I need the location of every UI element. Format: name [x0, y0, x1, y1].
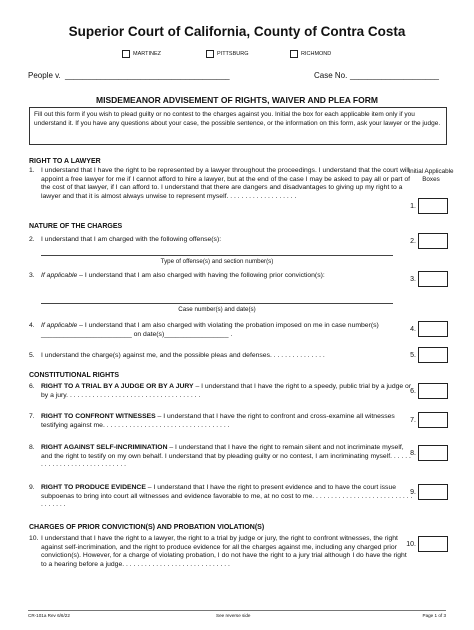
item-8-number: 8. [29, 444, 35, 451]
prior-conviction-line[interactable] [41, 303, 393, 304]
initial-box-2[interactable] [418, 233, 448, 249]
item-1 [29, 167, 413, 211]
item-2-number: 2. [29, 236, 35, 243]
court-title: Superior Court of California, County of Contra Costa [68, 24, 406, 39]
item-4-lead: If applicable [41, 322, 78, 329]
box-2-label: 2. [410, 238, 416, 245]
location-option-martinez[interactable] [122, 50, 161, 58]
case-number-field[interactable]: ____________________ [350, 71, 439, 80]
offense-line[interactable] [41, 255, 393, 256]
location-option-pittsburg[interactable] [206, 50, 248, 58]
pittsburg-checkbox[interactable] [206, 50, 214, 58]
box-8-label: 8. [410, 450, 416, 457]
item-9-lead: RIGHT TO PRODUCE EVIDENCE [41, 484, 146, 491]
item-9-body: – I understand that I have the right to present evidence and to have the court issue subpoenas to bring into court all witnesses and evidence favorable to me, at no cost to me. . . . . . . . . . . . . . . . . . . . . . . . . . . . . . . . . . [41, 484, 413, 509]
item-5-text: I understand the charge(s) against me, and the possible pleas and defenses. . . . . . . . . . . . . . . [41, 352, 325, 359]
item-4 [29, 322, 413, 342]
martinez-label: MARTINEZ [133, 51, 162, 57]
case-number-label: Case No. [314, 71, 348, 80]
box-3-label: 3. [410, 276, 416, 283]
item-10-number: 10. [29, 535, 39, 542]
item-8 [29, 444, 413, 474]
item-6-body: – I understand that I have the right to a speedy, public trial by a judge or by a jury. . . . . . . . . . . . . . . . . . . . . . . . . . . . . . . . . . . . [41, 383, 412, 399]
item-7-lead: RIGHT TO CONFRONT WITNESSES [41, 413, 156, 420]
item-9-number: 9. [29, 484, 35, 491]
item-6-number: 6. [29, 383, 35, 390]
page-number: Page 1 of 3 [422, 613, 446, 618]
item-1-text: I understand that I have the right to be represented by a lawyer throughout the proceedings. I understand that the court will appoint a free lawyer for me if I cannot afford to hire a lawyer, but at the end of the case I may be asked to pay all or part of the cost of that lawyer, if I can afford to. I understand that there are dangers and disadvantages to giving up my right to a lawyer and that it is almost always unwise to represent myself. . . . . . . . . . . . . . . . . . . [41, 167, 411, 200]
box-4-label: 4. [410, 326, 416, 333]
offense-caption: Type of offense(s) and section number(s) [160, 258, 274, 265]
item-7-text [41, 413, 413, 430]
initial-box-8[interactable] [418, 445, 448, 461]
form-heading: MISDEMEANOR ADVISEMENT OF RIGHTS, WAIVER AND PLEA FORM [96, 95, 378, 105]
item-6 [29, 383, 413, 403]
initial-box-1[interactable] [418, 198, 448, 214]
initial-box-4[interactable] [418, 321, 448, 337]
section-nature-of-charges: NATURE OF THE CHARGES [29, 223, 123, 230]
people-name-field[interactable]: _____________________________________ [65, 71, 230, 80]
people-label: People v. [28, 71, 61, 80]
initial-box-3[interactable] [418, 271, 448, 287]
location-options [0, 50, 474, 64]
item-1-number: 1. [29, 167, 35, 174]
section-constitutional-rights: CONSTITUTIONAL RIGHTS [29, 372, 120, 379]
form-id: CR-101a Rev 6/6/22 [28, 613, 70, 618]
item-8-lead: RIGHT AGAINST SELF-INCRIMINATION [41, 444, 168, 451]
box-10-label: 10. [406, 541, 416, 548]
initial-box-9[interactable] [418, 484, 448, 500]
item-2-text: I understand that I am charged with the following offense(s): [41, 236, 222, 243]
pittsburg-label: PITTSBURG [217, 51, 249, 57]
item-3-body: – I understand that I am also charged with having the following prior conviction(s): [77, 272, 325, 279]
item-4-body: – I understand that I am also charged with violating the probation imposed on me in case number(s) ________________________ on date(s)_________________ . [41, 322, 379, 338]
item-4-number: 4. [29, 322, 35, 329]
item-7-number: 7. [29, 413, 35, 420]
richmond-checkbox[interactable] [290, 50, 298, 58]
richmond-label: RICHMOND [301, 51, 332, 57]
item-7-body: – I understand that I have the right to confront and cross-examine all witnesses testifying against me. . . . . . . . . . . . . . . . . . . . . . . . . . . . . . . . . . [41, 413, 395, 429]
initial-box-10[interactable] [418, 536, 448, 552]
section-right-to-lawyer: RIGHT TO A LAWYER [29, 158, 101, 165]
item-10-text: I understand that I have the right to a lawyer, the right to a trial by judge or jury, the right to confront witnesses, the right against self-incrimination, and the right to produce evidence for all the charges against me, including any charged prior conviction(s). However, for a charge of violating probation, I do not have the right to a jury trial although I do have the right to a hearing before a judge. . . . . . . . . . . . . . . . . . . . . . . . . . . . . [41, 535, 407, 568]
item-10 [29, 535, 413, 591]
section-prior-convictions: CHARGES OF PRIOR CONVICTION(S) AND PROBATION VIOLATION(S) [29, 524, 265, 531]
item-5-number: 5. [29, 352, 35, 359]
box-1-label: 1. [410, 203, 416, 210]
item-6-text [41, 383, 413, 400]
item-8-body: – I understand that I have the right to remain silent and not incriminate myself, and the right to testify on my own behalf. I understand that by pleading guilty or no contest, I am incriminating myself. . . . . . . . . . . . . . . . . . . . . . . . . . . . . [41, 444, 411, 469]
item-4-text [41, 322, 413, 339]
item-2 [29, 236, 413, 246]
footer-rule [28, 610, 446, 611]
item-3-number: 3. [29, 272, 35, 279]
item-9-text [41, 484, 413, 510]
item-5 [29, 352, 413, 362]
initial-box-5[interactable] [418, 347, 448, 363]
box-7-label: 7. [410, 417, 416, 424]
box-6-label: 6. [410, 388, 416, 395]
item-8-text [41, 444, 413, 470]
footer-center-note: See reverse side [216, 613, 251, 618]
box-5-label: 5. [410, 352, 416, 359]
martinez-checkbox[interactable] [122, 50, 130, 58]
box-9-label: 9. [410, 489, 416, 496]
initial-box-7[interactable] [418, 412, 448, 428]
item-3-lead: If applicable [41, 272, 78, 279]
initial-boxes-header: Initial Applicable Boxes [408, 168, 454, 183]
location-option-richmond[interactable] [290, 50, 331, 58]
item-3 [29, 272, 413, 292]
initial-box-6[interactable] [418, 383, 448, 399]
item-6-lead: RIGHT TO A TRIAL BY A JUDGE OR BY A JURY [41, 383, 194, 390]
instructions-box: Fill out this form if you wish to plead guilty or no contest to the charges against you. Initial the box for each applicable item only if you understand it. If you have any questions about your case, the possible sentence, or the information on this form, ask your lawyer or the judge. [29, 107, 447, 145]
prior-conviction-caption: Case number(s) and date(s) [178, 306, 256, 313]
item-7 [29, 413, 413, 433]
item-3-text [41, 272, 413, 281]
item-9 [29, 484, 413, 514]
